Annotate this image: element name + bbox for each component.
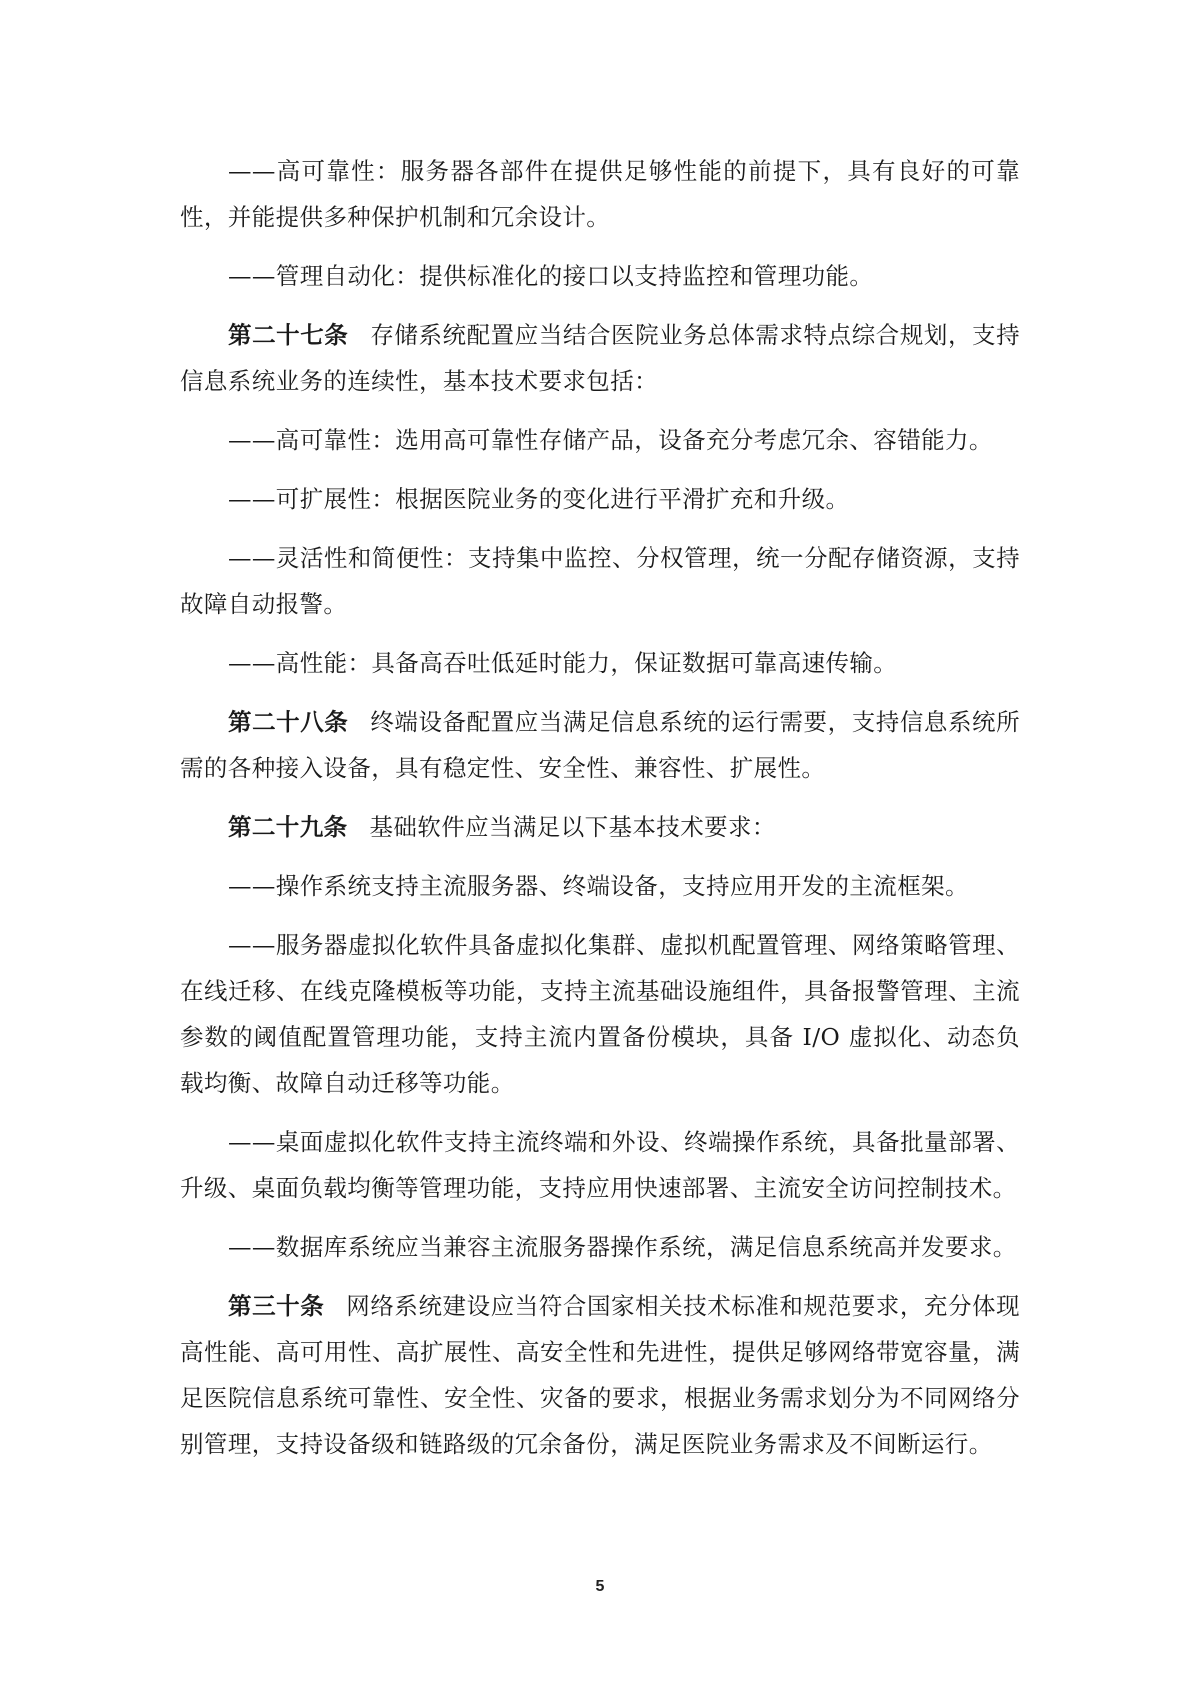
paragraph — [180, 1119, 1020, 1211]
paragraph-text: 终端设备配置应当满足信息系统的运行需要，支持信息系统所需的各种接入设备，具有稳定性、安全性、兼容性、扩展性。 — [180, 708, 1020, 782]
article-paragraph — [180, 804, 1020, 850]
paragraph — [180, 640, 1020, 686]
paragraph-text: ——可扩展性：根据医院业务的变化进行平滑扩充和升级。 — [228, 485, 850, 513]
paragraph-text: 基础软件应当满足以下基本技术要求： — [369, 813, 776, 841]
article-number: 第二十七条 — [228, 321, 349, 349]
article-paragraph — [180, 1283, 1020, 1467]
paragraph-text: ——高性能：具备高吞吐低延时能力，保证数据可靠高速传输。 — [228, 649, 898, 677]
paragraph-text: ——服务器虚拟化软件具备虚拟化集群、虚拟机配置管理、网络策略管理、在线迁移、在线克隆模板等功能，支持主流基础设施组件，具备报警管理、主流参数的阈值配置管理功能，支持主流内置备份模块，具备 I/O 虚拟化、动态负载均衡、故障自动迁移等功能。 — [180, 931, 1020, 1097]
paragraph — [180, 417, 1020, 463]
document-body — [180, 148, 1020, 1480]
paragraph-text: 存储系统配置应当结合医院业务总体需求特点综合规划，支持信息系统业务的连续性，基本技术要求包括： — [180, 321, 1020, 395]
page-number: 5 — [595, 1578, 605, 1595]
paragraph — [180, 476, 1020, 522]
article-paragraph — [180, 699, 1020, 791]
article-paragraph — [180, 312, 1020, 404]
article-number: 第二十八条 — [228, 708, 349, 736]
paragraph-text: ——操作系统支持主流服务器、终端设备，支持应用开发的主流框架。 — [228, 872, 969, 900]
paragraph-text: ——高可靠性：服务器各部件在提供足够性能的前提下，具有良好的可靠性，并能提供多种保护机制和冗余设计。 — [180, 157, 1020, 231]
article-number: 第三十条 — [228, 1292, 325, 1320]
paragraph — [180, 535, 1020, 627]
paragraph — [180, 922, 1020, 1106]
article-number: 第二十九条 — [228, 813, 348, 841]
paragraph — [180, 1224, 1020, 1270]
paragraph-text: ——管理自动化：提供标准化的接口以支持监控和管理功能。 — [228, 262, 874, 290]
paragraph — [180, 148, 1020, 240]
paragraph-text: ——高可靠性：选用高可靠性存储产品，设备充分考虑冗余、容错能力。 — [228, 426, 993, 454]
paragraph-text: ——灵活性和简便性：支持集中监控、分权管理，统一分配存储资源，支持故障自动报警。 — [180, 544, 1020, 618]
paragraph — [180, 253, 1020, 299]
paragraph-text: ——桌面虚拟化软件支持主流终端和外设、终端操作系统，具备批量部署、升级、桌面负载均衡等管理功能，支持应用快速部署、主流安全访问控制技术。 — [180, 1128, 1020, 1202]
paragraph-text: ——数据库系统应当兼容主流服务器操作系统，满足信息系统高并发要求。 — [228, 1233, 1017, 1261]
paragraph-text: 网络系统建设应当符合国家相关技术标准和规范要求，充分体现高性能、高可用性、高扩展性、高安全性和先进性，提供足够网络带宽容量，满足医院信息系统可靠性、安全性、灾备的要求，根据业务需求划分为不同网络分别管理，支持设备级和链路级的冗余备份，满足医院业务需求及不间断运行。 — [180, 1292, 1020, 1458]
paragraph — [180, 863, 1020, 909]
